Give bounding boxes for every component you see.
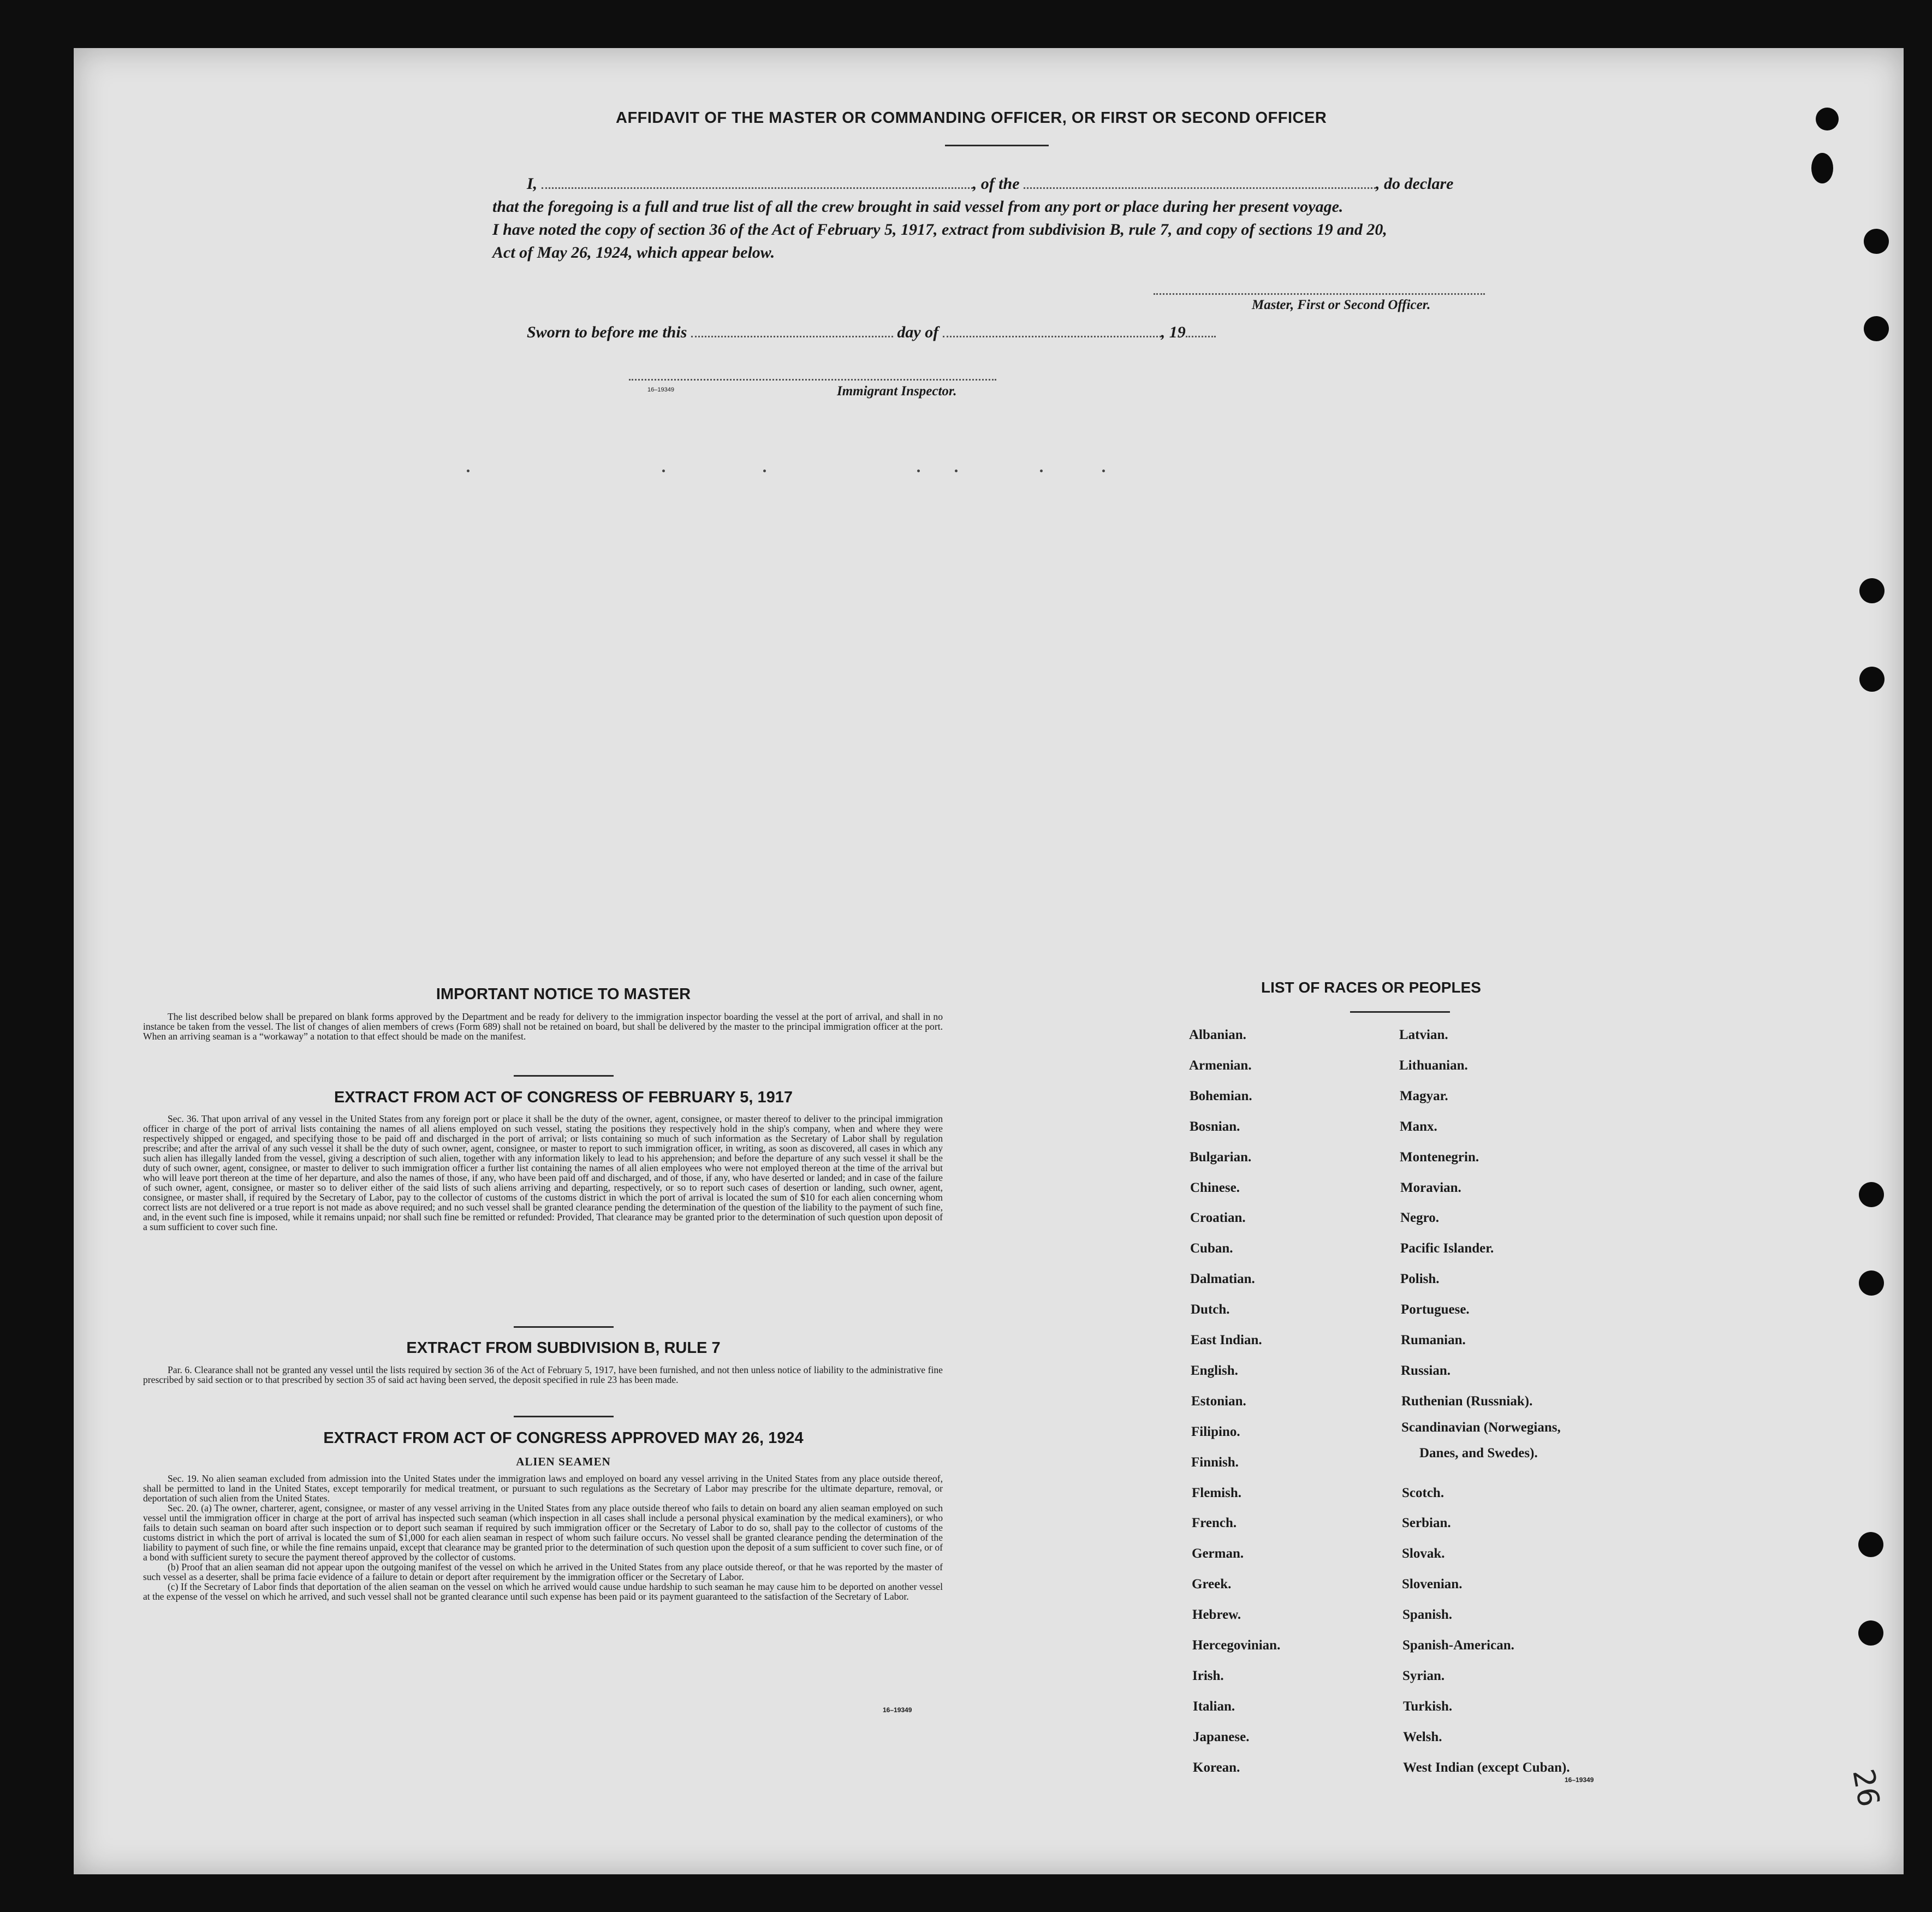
race-item: Scotch.	[1402, 1486, 1444, 1500]
race-item: Korean.	[1193, 1760, 1240, 1775]
race-item: East Indian.	[1191, 1333, 1262, 1347]
race-item: Greek.	[1192, 1577, 1232, 1592]
signature-label: Master, First or Second Officer.	[1252, 298, 1431, 312]
affidavit-i: I,	[527, 175, 538, 193]
race-item: Filipino.	[1191, 1424, 1240, 1439]
extract-1917-title: EXTRACT FROM ACT OF CONGRESS OF FEBRUARY 5, 1917	[334, 1089, 793, 1106]
sworn-day-blank	[691, 325, 893, 337]
binder-hole	[1859, 1182, 1884, 1207]
affidavit-of-the: , of the	[972, 175, 1020, 193]
speck	[917, 470, 920, 472]
rule7-title: EXTRACT FROM SUBDIVISION B, RULE 7	[406, 1339, 721, 1357]
affidavit-title: AFFIDAVIT OF THE MASTER OR COMMANDING OFFICER, OR FIRST OR SECOND OFFICER	[616, 109, 1327, 127]
binder-hole	[1859, 667, 1885, 692]
races-title: LIST OF RACES OR PEOPLES	[1261, 979, 1481, 996]
form-number-races: 16–19349	[1565, 1776, 1594, 1784]
binder-hole	[1816, 108, 1839, 130]
sec20b-paragraph: (b) Proof that an alien seaman did not appear upon the outgoing manifest of the vessel on which he arrived in the United States from any place outside thereof, or that he was reported by the master of such vessel as a deserter, shall be prima facie evidence of a failure to detain or deport after requirement by the immigration officer or the Secretary of Labor.	[143, 1561, 943, 1582]
race-item: Spanish-American.	[1402, 1638, 1514, 1653]
race-item: Spanish.	[1402, 1607, 1453, 1622]
race-item: West Indian (except Cuban).	[1403, 1760, 1570, 1775]
affidavit-line-1	[527, 175, 1453, 193]
race-item: Hercegovinian.	[1192, 1638, 1281, 1653]
notice-rule	[514, 1075, 614, 1077]
rule7-rule	[514, 1416, 614, 1417]
race-item: Manx.	[1400, 1119, 1437, 1134]
binder-hole	[1859, 578, 1885, 603]
binder-hole	[1858, 1532, 1883, 1557]
race-item: German.	[1192, 1546, 1244, 1561]
binder-hole	[1859, 1270, 1884, 1296]
speck	[763, 470, 766, 472]
race-scandinavian-cont: Danes, and Swedes).	[1419, 1446, 1538, 1460]
race-item: Italian.	[1193, 1699, 1235, 1714]
binder-hole	[1811, 153, 1833, 183]
race-item: Bosnian.	[1190, 1119, 1240, 1134]
race-item: Bohemian.	[1190, 1089, 1252, 1103]
extract-1917-body	[143, 1114, 943, 1232]
race-item: Lithuanian.	[1399, 1058, 1468, 1073]
race-item: Pacific Islander.	[1400, 1241, 1494, 1256]
race-item: Dutch.	[1191, 1302, 1230, 1317]
races-rule	[1350, 1011, 1450, 1013]
race-item: Rumanian.	[1401, 1333, 1466, 1347]
name-blank	[542, 176, 973, 189]
race-item: Magyar.	[1400, 1089, 1448, 1103]
race-item: Scandinavian (Norwegians,	[1401, 1420, 1561, 1435]
sworn-month-blank	[943, 325, 1161, 337]
race-item: Cuban.	[1190, 1241, 1233, 1256]
year-blank	[1186, 325, 1216, 337]
race-item: Estonian.	[1191, 1394, 1246, 1409]
binder-hole	[1858, 1620, 1883, 1646]
inspector-label: Immigrant Inspector.	[837, 384, 957, 399]
speck	[955, 470, 958, 472]
race-item: Dalmatian.	[1190, 1272, 1255, 1286]
race-item: Turkish.	[1403, 1699, 1453, 1714]
race-item: Moravian.	[1400, 1180, 1461, 1195]
binder-hole	[1864, 229, 1889, 254]
day-of: day of	[897, 323, 939, 341]
sworn-line	[527, 323, 1216, 342]
race-item: Croatian.	[1190, 1210, 1246, 1225]
race-item: Welsh.	[1403, 1730, 1442, 1744]
race-item: Bulgarian.	[1190, 1150, 1252, 1165]
affidavit-line-3: I have noted the copy of section 36 of the Act of February 5, 1917, extract from subdivision B, rule 7, and copy of sections 19 and 20,	[492, 221, 1387, 239]
speck	[467, 470, 469, 472]
signature-line	[1154, 293, 1485, 295]
speck	[1040, 470, 1043, 472]
race-item: Syrian.	[1402, 1668, 1445, 1683]
race-item: Hebrew.	[1192, 1607, 1241, 1622]
race-item: French.	[1192, 1516, 1237, 1530]
par6-paragraph: Par. 6. Clearance shall not be granted any vessel until the lists required by section 36 of the Act of February 5, 1917, have been furnished, and not then unless notice of liability to the administrative fine prescribed by said section or to that prescribed by section 35 of said act having been served, the deposit specified in rule 23 has been made.	[143, 1364, 943, 1385]
race-item: Serbian.	[1402, 1516, 1451, 1530]
affidavit-do-declare: , do declare	[1376, 175, 1454, 193]
notice-paragraph: The list described below shall be prepared on blank forms approved by the Department and be ready for delivery to the immigration inspector boarding the vessel at the port of arrival, and shall in no instance be taken from the vessel. The list of changes of alien members of crews (Form 689) shall not be retained on board, but shall be delivered by the master to the principal immigration officer at the port. When an arriving seaman is a “workaway” a notation to that effect should be made on the manifest.	[143, 1011, 943, 1042]
alien-seamen-subtitle: ALIEN SEAMEN	[516, 1455, 611, 1468]
race-item: English.	[1191, 1363, 1238, 1378]
year-prefix: , 19	[1161, 323, 1186, 341]
form-number-extract: 16–19349	[883, 1706, 912, 1714]
race-item: Chinese.	[1190, 1180, 1240, 1195]
race-item: Albanian.	[1189, 1028, 1246, 1042]
sec20a-paragraph: Sec. 20. (a) The owner, charterer, agent, consignee, or master of any vessel arriving in the United States from any place outside thereof who fails to detain on board any alien seaman employed on such vessel until the immigration officer in charge at the port of arrival has inspected such seaman (which inspection in all cases shall include a personal physical examination by the medical examiners), or who fails to detain such seaman on board after such inspection or to deport such seaman if required by such immigration officer or the Secretary of Labor to do so, shall pay to the collector of customs of the customs district in which the port of arrival is located the sum of $1,000 for each alien seaman in respect of whom such failure occurs. No vessel shall be granted clearance pending the determination of the liability to payment of such fine, or while the fine remains unpaid, except that clearance may be granted prior to the determination of such question upon the deposit of a sum sufficient to cover such fine, or of a bond with sufficient surety to secure the payment thereof approved by the collector of customs.	[143, 1503, 943, 1563]
race-item: Armenian.	[1189, 1058, 1252, 1073]
sec36-paragraph: Sec. 36. That upon arrival of any vessel in the United States from any foreign port or place it shall be the duty of the owner, agent, consignee, or master thereof to deliver to the principal immigration officer in charge of the port of arrival lists containing the names of all aliens employed on such vessel, stating the positions they respectively hold in the ship's company, when and where they were respectively shipped or engaged, and specifying those to be paid off and discharged in the port of arrival; or lists containing so much of such information as the Secretary of Labor shall by regulation prescribe; and after the arrival of any such vessel it shall be the duty of such owner, agent, consignee, or master to report to such immigration officer, in writing, as soon as discovered, all cases in which any such alien has illegally landed from the vessel, giving a description of such alien, together with any information likely to lead to his apprehension; and before the departure of any such vessel it shall be the duty of such owner, agent, consignee, or master to deliver to such immigration officer a further list containing the names of all alien employees who were not employed thereon at the time of the arrival but who will leave port thereon at the time of her departure, and also the names of those, if any, who have been paid off and discharged, and of those, if any, who have deserted or landed; and in case of the failure of such owner, agent, consignee, or master so to deliver either of the said lists of such aliens arriving and departing, respectively, or so to report such cases of desertion or landing, such owner, agent, consignee, or master shall, if required by the Secretary of Labor, pay to the collector of customs of the customs district in which the port of arrival is located the sum of $10 for each alien concerning whom correct lists are not delivered or a true report is not made as above required; and no such vessel shall be granted clearance pending the determination of the question of the liability to the payment of such fine, and, in the event such fine is imposed, while it remains unpaid; nor shall such fine be remitted or refunded: Provided, That clearance may be granted prior to the determination of such question upon deposit of a sum sufficient to cover such fine.	[143, 1113, 943, 1232]
extract-1917-rule	[514, 1326, 614, 1328]
rule7-body	[143, 1365, 943, 1385]
race-item: Polish.	[1400, 1272, 1440, 1286]
race-item: Latvian.	[1399, 1028, 1448, 1042]
speck	[1102, 470, 1105, 472]
race-item: Russian.	[1401, 1363, 1451, 1378]
inspector-line	[629, 379, 996, 381]
race-item: Slovak.	[1402, 1546, 1445, 1561]
race-item: Montenegrin.	[1400, 1150, 1479, 1165]
race-item: Slovenian.	[1402, 1577, 1463, 1592]
race-item: Ruthenian (Russniak).	[1401, 1394, 1533, 1409]
handwritten-page-number: 26	[1846, 1766, 1887, 1809]
form-number-top: 16–19349	[647, 387, 674, 393]
race-item: Irish.	[1192, 1668, 1224, 1683]
notice-title: IMPORTANT NOTICE TO MASTER	[436, 985, 691, 1003]
race-item: Negro.	[1400, 1210, 1440, 1225]
affidavit-line-2: that the foregoing is a full and true list of all the crew brought in said vessel from any port or place during her present voyage.	[492, 198, 1344, 216]
speck	[662, 470, 665, 472]
race-item: Portuguese.	[1401, 1302, 1470, 1317]
binder-hole	[1864, 316, 1889, 341]
affidavit-line-4: Act of May 26, 1924, which appear below.	[492, 244, 775, 262]
extract-1924-title: EXTRACT FROM ACT OF CONGRESS APPROVED MAY 26, 1924	[323, 1429, 804, 1447]
race-item: Flemish.	[1192, 1486, 1241, 1500]
sec19-paragraph: Sec. 19. No alien seaman excluded from admission into the United States under the immigration laws and employed on board any vessel arriving in the United States from any place outside thereof, shall be permitted to land in the United States, except temporarily for medical treatment, or pursuant to such regulations as the Secretary of Labor may prescribe for the ultimate departure, removal, or deportation of such alien from the United States.	[143, 1473, 943, 1504]
title-rule	[945, 145, 1049, 146]
sec20c-paragraph: (c) If the Secretary of Labor finds that deportation of the alien seaman on the vessel on which he arrived would cause undue hardship to such seaman he may cause him to be deported on another vessel at the expense of the vessel on which he arrived, and such vessel shall not be granted clearance until such expense has been paid or its payment guaranteed to the satisfaction of the Secretary of Labor.	[143, 1581, 943, 1602]
race-item: Finnish.	[1191, 1455, 1239, 1470]
vessel-blank	[1024, 176, 1376, 189]
extract-1924-body	[143, 1474, 943, 1601]
race-item: Japanese.	[1193, 1730, 1250, 1744]
sworn-prefix: Sworn to before me this	[527, 323, 687, 341]
notice-body	[143, 1012, 943, 1041]
